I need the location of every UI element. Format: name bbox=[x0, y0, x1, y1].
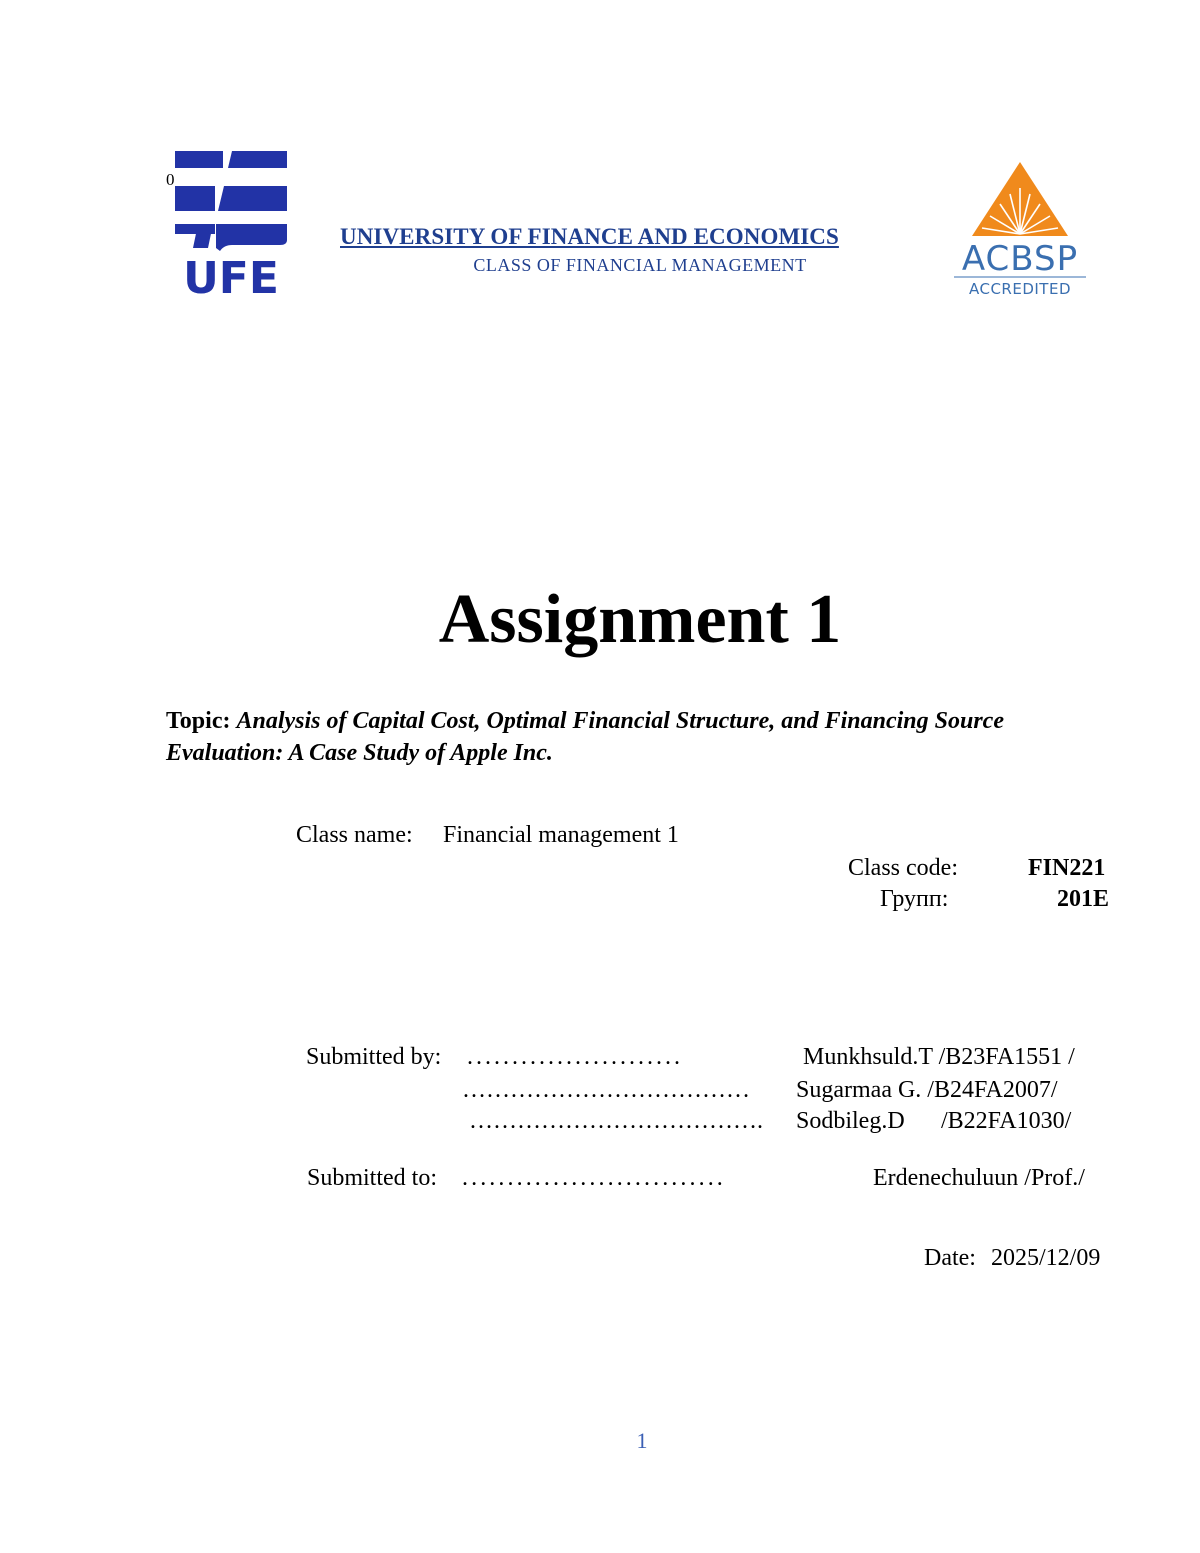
ufe-logo bbox=[168, 148, 293, 296]
class-name-value: Financial management 1 bbox=[443, 822, 679, 848]
topic-label: Topic: bbox=[166, 708, 237, 734]
class-code-label: Class code: bbox=[848, 855, 958, 881]
team-member-1: Munkhsuld.T /B23FA1551 / bbox=[803, 1044, 1075, 1070]
ufe-logo-text: UFE bbox=[183, 253, 279, 296]
dot-leader-2: ……………………………… bbox=[462, 1077, 750, 1103]
page-number: 1 bbox=[636, 1428, 648, 1453]
professor-name: Erdenechuluun /Prof./ bbox=[873, 1165, 1085, 1191]
team-member-2: Sugarmaa G. /B24FA2007/ bbox=[796, 1077, 1058, 1103]
submitted-to-label: Submitted to: bbox=[307, 1165, 438, 1191]
submitted-by-label: Submitted by: bbox=[306, 1044, 442, 1070]
university-name: UNIVERSITY OF FINANCE AND ECONOMICS bbox=[340, 224, 839, 249]
document-title: Assignment 1 bbox=[438, 581, 842, 658]
acbsp-accredited-text: ACCREDITED bbox=[968, 280, 1072, 298]
acbsp-logo bbox=[950, 158, 1090, 300]
submitted-by-dots: ........................ bbox=[467, 1044, 683, 1070]
team-member-3-name: Sodbileg.D bbox=[796, 1108, 905, 1134]
group-value: 201E bbox=[1057, 886, 1110, 912]
dot-leader-3: ………………………………. bbox=[469, 1108, 763, 1134]
group-label: Групп: bbox=[880, 886, 949, 912]
team-member-3-id: /B22FA1030/ bbox=[941, 1108, 1072, 1134]
class-of-financial-management: CLASS OF FINANCIAL MANAGEMENT bbox=[473, 255, 807, 275]
stray-character: 0 bbox=[166, 170, 175, 189]
date-label: Date: bbox=[924, 1245, 976, 1271]
class-name-label: Class name: bbox=[296, 822, 413, 848]
topic-text: Analysis of Capital Cost, Optimal Financial Structure, and Financing Source Evaluation: A Case Study of Apple Inc. bbox=[166, 708, 1004, 766]
acbsp-logo-text: ACBSP bbox=[961, 239, 1079, 279]
date-value: 2025/12/09 bbox=[991, 1245, 1101, 1271]
topic bbox=[166, 705, 1066, 769]
class-code-value: FIN221 bbox=[1028, 855, 1106, 881]
submitted-to-dots: ............................. bbox=[462, 1165, 726, 1191]
